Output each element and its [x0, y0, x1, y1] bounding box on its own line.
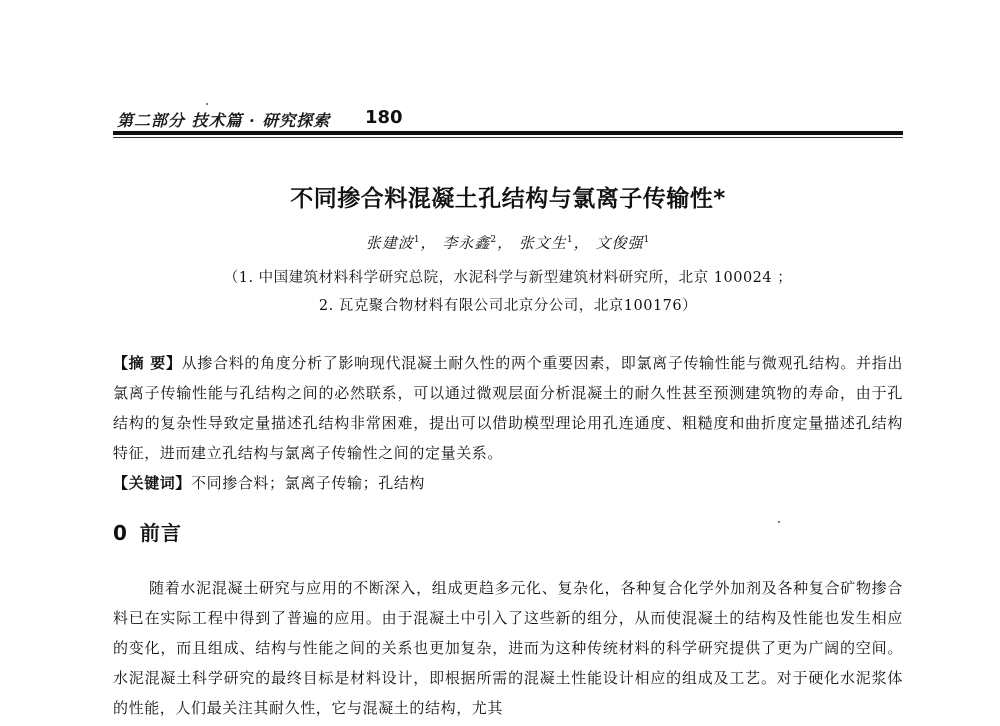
keywords-text: 不同掺合料；氯离子传输；孔结构: [191, 474, 426, 492]
author-separator: ，: [420, 234, 437, 252]
paper-title: 不同掺合料混凝土孔结构与氯离子传输性*: [290, 186, 726, 212]
author-separator: ，: [497, 234, 514, 252]
keywords: [113, 468, 903, 498]
section-title: 前言: [139, 521, 182, 545]
scan-speck: [206, 103, 208, 105]
section-heading: [113, 517, 182, 546]
affiliation-2: 2. 瓦克聚合物材料有限公司北京分公司，北京100176）: [318, 298, 698, 314]
author-affil-mark: 1: [643, 235, 651, 245]
author-name: 张建波: [365, 234, 414, 252]
abstract-text: 从掺合料的角度分析了影响现代混凝土耐久性的两个重要因素，即氯离子传输性能与微观孔结构。并指出氯离子传输性能与孔结构之间的必然联系，可以通过微观层面分析混凝土的耐久性甚至预测建筑物的寿命，由于孔结构的复杂性导致定量描述孔结构非常困难，提出可以借助模型理论用孔连通度、粗糙度和曲折度定量描述孔结构特征，进而建立孔结构与氯离子传输性之间的定量关系。: [113, 354, 903, 462]
author-list: [113, 232, 903, 253]
abstract-label: 【摘 要】: [113, 354, 182, 372]
abstract: [113, 348, 903, 468]
author-affil-mark: 1: [413, 235, 421, 245]
header-rule-thin: [113, 137, 903, 138]
author-name: 张文生: [518, 234, 567, 252]
running-header: [113, 106, 903, 132]
header-rule-thick: [113, 131, 903, 135]
scan-speck: [778, 521, 780, 523]
author-separator: ，: [573, 234, 590, 252]
author-affil-mark: 1: [566, 235, 574, 245]
author-name: 文俊强: [595, 234, 644, 252]
intro-paragraph: 随着水泥混凝土研究与应用的不断深入，组成更趋多元化、复杂化，各种复合化学外加剂及各种复合矿物掺合料已在实际工程中得到了普遍的应用。由于混凝土中引入了这些新的组分，从而使混凝土的结构及性能也发生相应的变化，而且组成、结构与性能之间的关系也更加复杂，进而为这种传统材料的科学研究提供了更为广阔的空间。水泥混凝土科学研究的最终目标是材料设计，即根据所需的混凝土性能设计相应的组成及工艺。对于硬化水泥浆体的性能，人们最关注其耐久性，它与混凝土的结构，尤其: [113, 579, 903, 717]
affiliation-1: （1. 中国建筑材料科学研究总院，水泥科学与新型建筑材料研究所，北京 100024 ；: [223, 270, 793, 286]
running-title: 第二部分 技术篇 · 研究探索: [117, 111, 331, 130]
page-number: 180: [365, 107, 403, 128]
keywords-label: 【关键词】: [113, 474, 192, 492]
author-affil-mark: 2: [490, 235, 498, 245]
section-number: 0: [113, 521, 128, 545]
author-name: 李永鑫: [442, 234, 491, 252]
